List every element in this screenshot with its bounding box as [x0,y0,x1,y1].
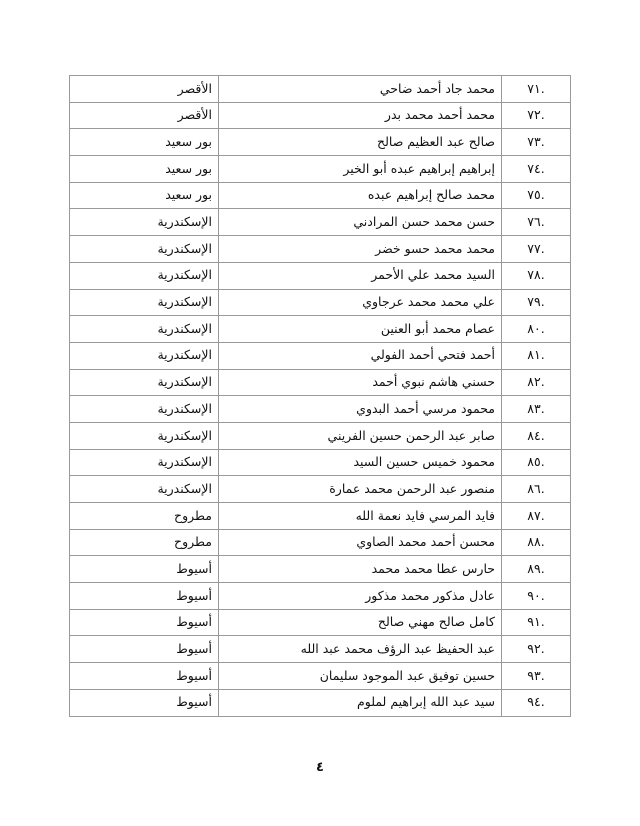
city-name: الإسكندرية [70,209,219,236]
city-name: أسيوط [70,583,219,610]
person-name: حسين توفيق عبد الموجود سليمان [219,663,502,690]
city-name: مطروح [70,529,219,556]
table-row [70,529,571,556]
row-number: .٨٧ [502,503,571,530]
row-number: .٧٨ [502,262,571,289]
table-row [70,556,571,583]
row-number: .٩٤ [502,689,571,716]
person-name: محمود خميس حسين السيد [219,449,502,476]
person-name: علي محمد محمد عرجاوي [219,289,502,316]
table-row [70,129,571,156]
row-number: .٨٦ [502,476,571,503]
row-number: .٧٥ [502,182,571,209]
row-number: .٧٢ [502,102,571,129]
city-name: الإسكندرية [70,316,219,343]
person-name: عصام محمد أبو العنين [219,316,502,343]
person-name: محمد جاد أحمد ضاحي [219,76,502,103]
row-number: .٨٣ [502,396,571,423]
table-row [70,503,571,530]
person-name: أحمد فتحي أحمد الفولي [219,342,502,369]
table-row [70,663,571,690]
row-number: .٩٣ [502,663,571,690]
person-name: سيد عبد الله إبراهيم لملوم [219,689,502,716]
person-name: إبراهيم إبراهيم عبده أبو الخير [219,156,502,183]
names-table-body [70,76,571,717]
city-name: الإسكندرية [70,396,219,423]
row-number: .٩٢ [502,636,571,663]
table-row [70,422,571,449]
city-name: أسيوط [70,636,219,663]
city-name: بور سعيد [70,156,219,183]
row-number: .٧٩ [502,289,571,316]
table-row [70,102,571,129]
person-name: فايد المرسي فايد نعمة الله [219,503,502,530]
row-number: .٧٦ [502,209,571,236]
table-row [70,289,571,316]
person-name: حسن محمد حسن المرادني [219,209,502,236]
table-row [70,209,571,236]
row-number: .٨٢ [502,369,571,396]
table-row [70,583,571,610]
page-number: ٤ [316,760,324,775]
row-number: .٨٨ [502,529,571,556]
person-name: السيد محمد علي الأحمر [219,262,502,289]
row-number: .٧١ [502,76,571,103]
row-number: .٨٩ [502,556,571,583]
city-name: بور سعيد [70,182,219,209]
row-number: .٧٧ [502,236,571,263]
table-row [70,182,571,209]
row-number: .٧٤ [502,156,571,183]
city-name: مطروح [70,503,219,530]
row-number: .٨٥ [502,449,571,476]
person-name: محمد محمد حسو خضر [219,236,502,263]
city-name: أسيوط [70,609,219,636]
person-name: عادل مذكور محمد مذكور [219,583,502,610]
row-number: .٨٠ [502,316,571,343]
table-row [70,236,571,263]
table-row [70,449,571,476]
city-name: أسيوط [70,689,219,716]
table-row [70,369,571,396]
person-name: محسن أحمد محمد الصاوي [219,529,502,556]
table-row [70,156,571,183]
person-name: محمد أحمد محمد بدر [219,102,502,129]
city-name: الإسكندرية [70,449,219,476]
row-number: .٨٤ [502,422,571,449]
names-table [69,75,571,717]
row-number: .٩٠ [502,583,571,610]
table-row [70,396,571,423]
row-number: .٩١ [502,609,571,636]
city-name: أسيوط [70,663,219,690]
person-name: منصور عبد الرحمن محمد عمارة [219,476,502,503]
row-number: .٨١ [502,342,571,369]
person-name: حارس عطا محمد محمد [219,556,502,583]
person-name: محمود مرسي أحمد البدوي [219,396,502,423]
person-name: كامل صالح مهني صالح [219,609,502,636]
person-name: عبد الحفيظ عبد الرؤف محمد عبد الله [219,636,502,663]
city-name: الإسكندرية [70,236,219,263]
table-row [70,342,571,369]
person-name: صابر عبد الرحمن حسين الفريني [219,422,502,449]
table-row [70,76,571,103]
table-row [70,609,571,636]
city-name: الأقصر [70,76,219,103]
table-row [70,689,571,716]
table-row [70,476,571,503]
row-number: .٧٣ [502,129,571,156]
table-row [70,316,571,343]
city-name: الإسكندرية [70,342,219,369]
table-row [70,262,571,289]
city-name: الأقصر [70,102,219,129]
city-name: أسيوط [70,556,219,583]
city-name: بور سعيد [70,129,219,156]
city-name: الإسكندرية [70,422,219,449]
table-row [70,636,571,663]
city-name: الإسكندرية [70,369,219,396]
person-name: صالح عبد العظيم صالح [219,129,502,156]
person-name: حسني هاشم نبوي أحمد [219,369,502,396]
city-name: الإسكندرية [70,476,219,503]
person-name: محمد صالح إبراهيم عبده [219,182,502,209]
city-name: الإسكندرية [70,262,219,289]
city-name: الإسكندرية [70,289,219,316]
